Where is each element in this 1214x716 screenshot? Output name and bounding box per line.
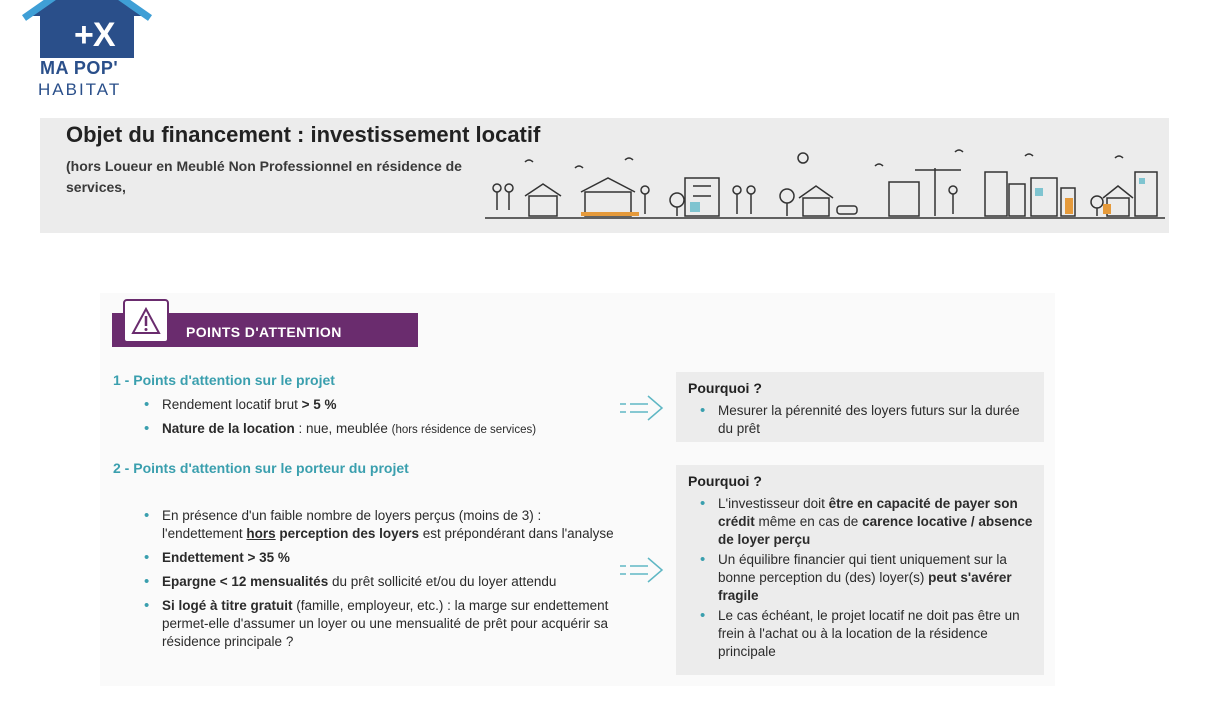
section1-title: 1 - Points d'attention sur le projet [113, 372, 335, 388]
list-item: • Le cas échéant, le projet locatif ne doit pas être un frein à l'achat ou à la location de la résidence principale [688, 607, 1038, 661]
cityscape-illustration [485, 138, 1165, 228]
list-item: • L'investisseur doit être en capacité de payer son crédit même en cas de carence locative / absence de loyer perçu [688, 495, 1038, 549]
list-item: • Epargne < 12 mensualités du prêt sollicité et/ou du loyer attendu [140, 573, 620, 591]
list-item: • Mesurer la pérennité des loyers futurs sur la durée du prêt [688, 402, 1038, 438]
section1-list [140, 396, 610, 445]
why-box-borrower [676, 465, 1044, 675]
list-item: • Si logé à titre gratuit (famille, employeur, etc.) : la marge sur endettement permet-elle d'assumer un loyer ou une mensualité de prêt pour acquérir sa résidence principale ? [140, 597, 620, 651]
why-title: Pourquoi ? [688, 473, 762, 489]
page-subtitle: (hors Loueur en Meublé Non Professionnel en résidence de services, [66, 158, 462, 195]
why-list [688, 495, 1038, 663]
section2-title: 2 - Points d'attention sur le porteur du projet [113, 460, 409, 476]
arrow-right-icon [618, 392, 666, 424]
list-item: • Un équilibre financier qui tient uniquement sur la bonne perception du (des) loyer(s) peut s'avérer fragile [688, 551, 1038, 605]
page-title: Objet du financement : investissement locatif [66, 122, 541, 147]
why-box-project [676, 372, 1044, 442]
attention-label: POINTS D'ATTENTION [186, 324, 342, 340]
logo-mark: +X [74, 16, 115, 54]
logo-name: MA POP' [40, 58, 119, 78]
section2-list [140, 507, 620, 657]
arrow-right-icon [618, 554, 666, 586]
logo [22, 0, 152, 100]
warning-icon [123, 299, 169, 343]
list-item: • Rendement locatif brut > 5 % [140, 396, 610, 414]
header-banner [40, 118, 1169, 233]
list-item: • Endettement > 35 % [140, 549, 620, 567]
list-item: • En présence d'un faible nombre de loyers perçus (moins de 3) : l'endettement hors perception des loyers est prépondérant dans l'analyse [140, 507, 620, 543]
logo-tagline: HABITAT [38, 80, 122, 99]
list-item: • Nature de la location : nue, meublée (hors résidence de services) [140, 420, 610, 439]
why-list [688, 402, 1038, 440]
why-title: Pourquoi ? [688, 380, 762, 396]
